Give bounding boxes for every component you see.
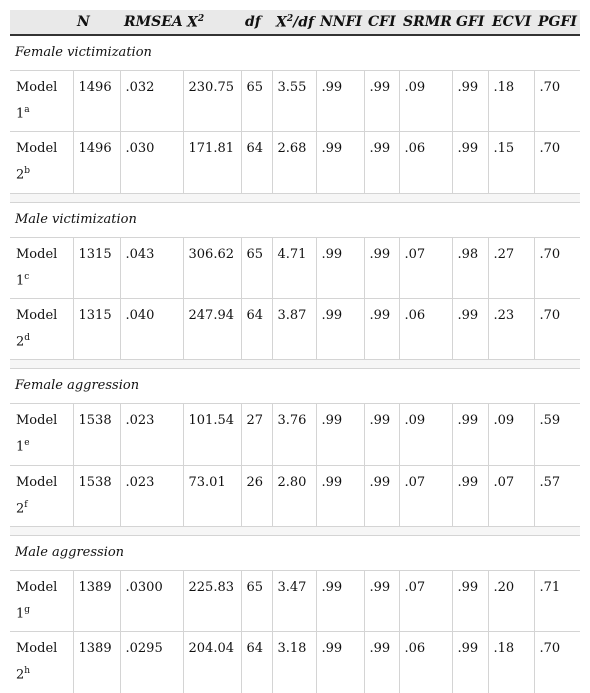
model-label: Model 2$^b$ (10, 132, 73, 193)
cell-gfi: .99 (452, 632, 488, 693)
model-label: Model 2$^f$ (10, 465, 73, 526)
cell-srmr: .06 (399, 132, 452, 193)
cell-nnfi: .99 (316, 298, 364, 359)
cell-pgfi: .70 (534, 132, 580, 193)
cell-chi-square-df: 2.68 (272, 132, 316, 193)
model-label: Model 2$^h$ (10, 632, 73, 693)
cell-nnfi: .99 (316, 237, 364, 298)
cell-n: 1538 (73, 404, 120, 465)
cell-gfi: .99 (452, 132, 488, 193)
cell-rmsea: .023 (120, 465, 183, 526)
cell-chi-square-df: 3.55 (272, 71, 316, 132)
cell-n: 1389 (73, 570, 120, 631)
section-header: Male victimization (10, 202, 580, 237)
section-header: Female victimization (10, 35, 580, 71)
cell-pgfi: .70 (534, 632, 580, 693)
model-label: Model 2$^d$ (10, 298, 73, 359)
fit-indices-table (10, 10, 580, 693)
cell-chi-square: 225.83 (183, 570, 241, 631)
cell-chi-square-df: 3.47 (272, 570, 316, 631)
cell-n: 1496 (73, 132, 120, 193)
cell-pgfi: .70 (534, 298, 580, 359)
cell-chi-square: 247.94 (183, 298, 241, 359)
cell-n: 1389 (73, 632, 120, 693)
cell-chi-square-df: 2.80 (272, 465, 316, 526)
cell-ecvi: .23 (488, 298, 534, 359)
cell-df: 65 (241, 570, 272, 631)
header-pgfi: PGFI (534, 10, 580, 35)
table-row (10, 298, 580, 359)
section-spacer (10, 526, 580, 535)
table-row (10, 404, 580, 465)
section-header: Male aggression (10, 535, 580, 570)
header-chi-square-df: $X^2/df$ (272, 10, 316, 35)
table-row (10, 465, 580, 526)
section-spacer (10, 193, 580, 202)
cell-chi-square: 73.01 (183, 465, 241, 526)
table-row (10, 132, 580, 193)
cell-nnfi: .99 (316, 465, 364, 526)
header-chi-square: $X^2$ (183, 10, 241, 35)
cell-rmsea: .040 (120, 298, 183, 359)
cell-gfi: .99 (452, 298, 488, 359)
cell-rmsea: .032 (120, 71, 183, 132)
cell-srmr: .09 (399, 404, 452, 465)
cell-gfi: .99 (452, 570, 488, 631)
cell-nnfi: .99 (316, 570, 364, 631)
cell-chi-square-df: 3.87 (272, 298, 316, 359)
fit-indices-table-container (10, 10, 580, 693)
cell-chi-square: 230.75 (183, 71, 241, 132)
cell-rmsea: .043 (120, 237, 183, 298)
cell-gfi: .98 (452, 237, 488, 298)
model-label: Model 1$^c$ (10, 237, 73, 298)
cell-ecvi: .07 (488, 465, 534, 526)
cell-ecvi: .20 (488, 570, 534, 631)
header-cfi: CFI (364, 10, 399, 35)
header-ecvi: ECVI (488, 10, 534, 35)
cell-chi-square: 306.62 (183, 237, 241, 298)
cell-ecvi: .18 (488, 71, 534, 132)
table-row (10, 570, 580, 631)
cell-n: 1538 (73, 465, 120, 526)
header-row (10, 10, 580, 35)
cell-gfi: .99 (452, 404, 488, 465)
cell-pgfi: .70 (534, 71, 580, 132)
cell-chi-square-df: 3.18 (272, 632, 316, 693)
cell-chi-square: 101.54 (183, 404, 241, 465)
cell-n: 1496 (73, 71, 120, 132)
model-label: Model 1e (10, 404, 73, 465)
cell-nnfi: .99 (316, 632, 364, 693)
cell-n: 1315 (73, 237, 120, 298)
cell-gfi: .99 (452, 71, 488, 132)
cell-df: 65 (241, 237, 272, 298)
table-row (10, 71, 580, 132)
table-row (10, 632, 580, 693)
cell-cfi: .99 (364, 298, 399, 359)
cell-ecvi: .27 (488, 237, 534, 298)
cell-cfi: .99 (364, 632, 399, 693)
cell-df: 26 (241, 465, 272, 526)
cell-ecvi: .18 (488, 632, 534, 693)
table-body (10, 35, 580, 693)
cell-cfi: .99 (364, 132, 399, 193)
header-model (10, 10, 73, 35)
cell-gfi: .99 (452, 465, 488, 526)
cell-df: 64 (241, 632, 272, 693)
cell-df: 64 (241, 298, 272, 359)
cell-cfi: .99 (364, 465, 399, 526)
cell-df: 64 (241, 132, 272, 193)
cell-rmsea: .0300 (120, 570, 183, 631)
cell-cfi: .99 (364, 570, 399, 631)
cell-ecvi: .15 (488, 132, 534, 193)
cell-rmsea: .023 (120, 404, 183, 465)
cell-srmr: .07 (399, 570, 452, 631)
header-n: N (73, 10, 120, 35)
cell-srmr: .06 (399, 632, 452, 693)
model-label: Model 1$^g$ (10, 570, 73, 631)
cell-srmr: .09 (399, 71, 452, 132)
cell-srmr: .07 (399, 237, 452, 298)
cell-pgfi: .59 (534, 404, 580, 465)
cell-ecvi: .09 (488, 404, 534, 465)
cell-chi-square: 171.81 (183, 132, 241, 193)
table-row (10, 237, 580, 298)
model-label: Model 1$^a$ (10, 71, 73, 132)
cell-srmr: .06 (399, 298, 452, 359)
cell-df: 27 (241, 404, 272, 465)
section-header: Female aggression (10, 369, 580, 404)
cell-chi-square: 204.04 (183, 632, 241, 693)
cell-nnfi: .99 (316, 71, 364, 132)
cell-pgfi: .71 (534, 570, 580, 631)
cell-cfi: .99 (364, 404, 399, 465)
cell-df: 65 (241, 71, 272, 132)
cell-chi-square-df: 4.71 (272, 237, 316, 298)
cell-srmr: .07 (399, 465, 452, 526)
section-spacer (10, 360, 580, 369)
cell-rmsea: .030 (120, 132, 183, 193)
header-gfi: GFI (452, 10, 488, 35)
cell-pgfi: .70 (534, 237, 580, 298)
header-nnfi: NNFI (316, 10, 364, 35)
cell-cfi: .99 (364, 237, 399, 298)
cell-n: 1315 (73, 298, 120, 359)
cell-rmsea: .0295 (120, 632, 183, 693)
cell-nnfi: .99 (316, 132, 364, 193)
cell-cfi: .99 (364, 71, 399, 132)
cell-pgfi: .57 (534, 465, 580, 526)
cell-chi-square-df: 3.76 (272, 404, 316, 465)
cell-nnfi: .99 (316, 404, 364, 465)
header-df: df (241, 10, 272, 35)
header-srmr: SRMR (399, 10, 452, 35)
header-rmsea: RMSEA (120, 10, 183, 35)
